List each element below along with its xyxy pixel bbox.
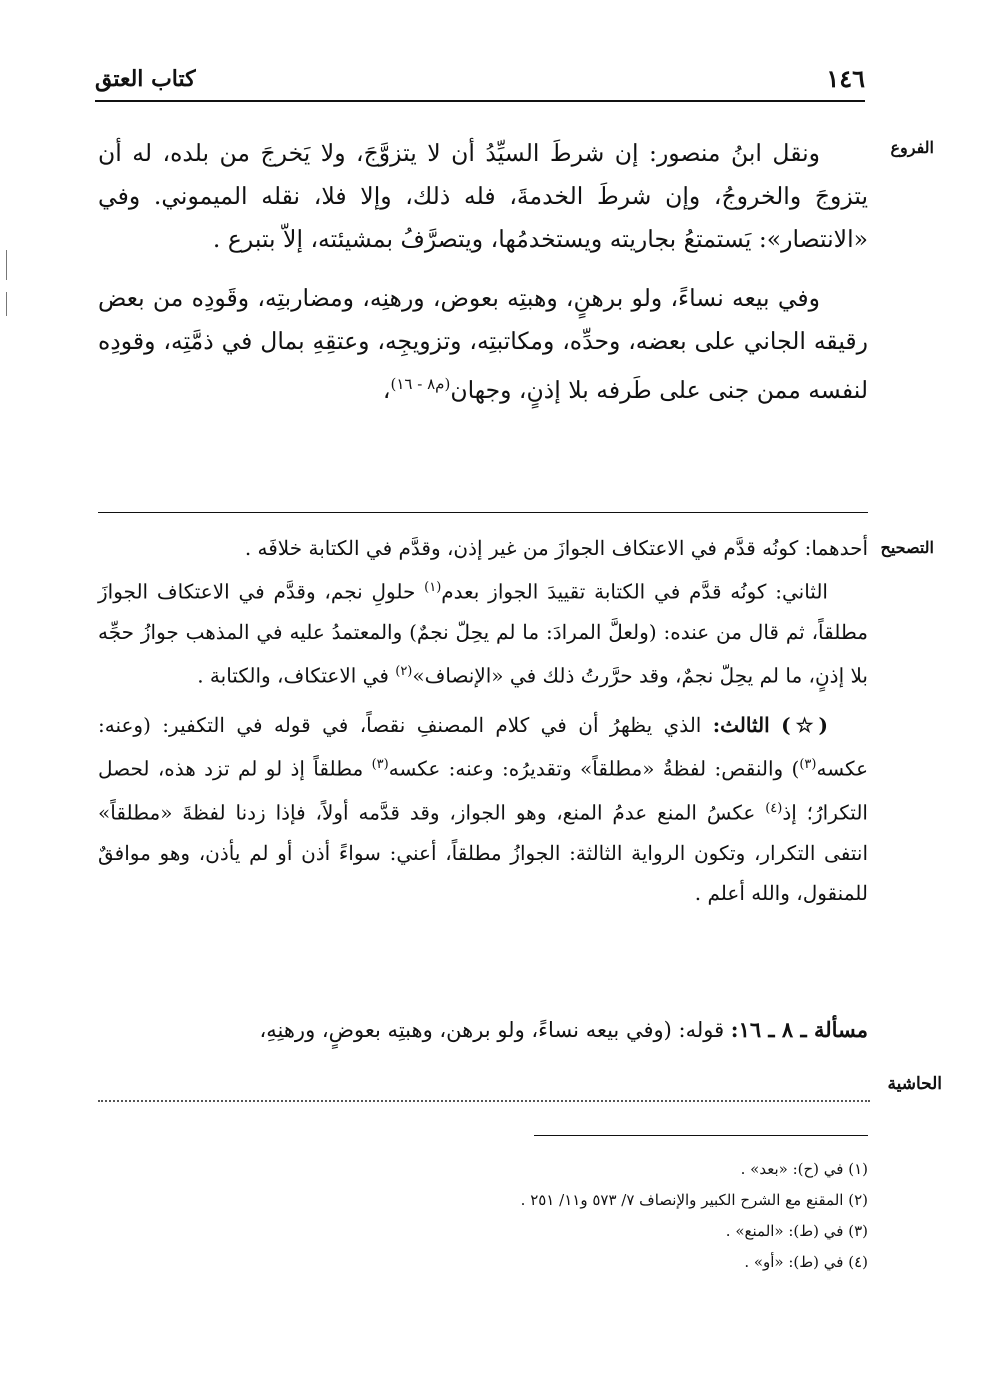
tashih-p3-text-c: مطلقاً إذ لو لم تزد هذه، لحصل التكرارُ؛ إذ — [98, 756, 868, 825]
masala-reference: (م٨ - ١٦) — [390, 375, 451, 393]
footnote-4: (٤) في (ط): «أو» . — [744, 1253, 868, 1271]
masala-text: قوله: (وفي بيعه نساءً، ولو برهن، وهبتِه بعوضٍ، ورهنِهِ، — [259, 1018, 731, 1042]
masala-label: مسألة ـ ٨ ـ ١٦: — [730, 1017, 868, 1042]
tashih-p3-text-d: عكسُ المنع عدمُ المنع، وهو الجواز، وقد قدَّمه أولاً، فإذا زدنا لفظةَ «مطلقاً» انتفى التكرار، وتكون الرواية الثالثة: الجوازُ مطلقاً، أعني: سواءً أذن أو لم يأذن، وهو موافقٌ للمنقول، والله أعلم . — [98, 800, 868, 905]
footnote-marker-3: (٣) — [371, 757, 389, 773]
footnote-marker-1: (١) — [424, 580, 442, 595]
hashiya-dotted-line — [98, 1100, 870, 1102]
footnote-3: (٣) في (ط): «المنع» . — [725, 1222, 868, 1240]
footnote-rule — [534, 1135, 868, 1136]
furu-paragraph-2-end: ، — [382, 375, 391, 404]
furu-section — [98, 132, 868, 412]
tashih-paragraph-3 — [98, 705, 868, 912]
furu-paragraph-2-text: وفي بيعه نساءً، ولو برهنٍ، وهبتِه بعوض، ورهنِه، ومضاربتِه، وقَودِه من بعض رقيقه الجاني على بعضه، وحدِّه، ومكاتبتِه، وتزويجِه، وعتقِهِ بمال في ذمَّتِه، وقودِه لنفسه ممن جنى على طَرفه بلا إذنٍ، وجهان — [98, 284, 868, 404]
tashih-p3-text-a: الذي يظهرُ أن في كلام المصنفِ نقصاً، في قوله في التكفير: (وعنه: عكسه — [98, 713, 869, 781]
third-heading: الثالث: — [712, 713, 770, 738]
side-label-hashiya: الحاشية — [887, 1074, 942, 1094]
scan-edge-mark — [6, 292, 7, 316]
footnotes — [108, 1154, 868, 1278]
masala-line — [98, 1010, 868, 1050]
header-rule — [95, 100, 865, 102]
side-label-furu: الفروع — [890, 138, 934, 157]
tashih-p3-text-b: ) والنقص: لفظةُ «مطلقاً» وتقديرُه: وعنه: عكسه — [388, 756, 800, 781]
furu-paragraph-1: ونقل ابنُ منصور: إن شرطَ السيِّدُ أن لا يتزوَّجَ، ولا يَخرجَ من بلده، له أن يتزوجَ والخروجُ، وإن شرطَ الخدمةَ، فله ذلك، وإلا فلا، نقله الميموني. وفي «الانتصار»: يَستمتعُ بجاريته ويستخدمُها، ويتصرَّفُ بمشيئته، إلاّ بتبرع . — [98, 139, 868, 253]
running-header — [95, 64, 865, 98]
tashih-p2-text-a: الثاني: كونُه قدَّم في الكتابة تقييدَ الجواز بعدم — [441, 579, 828, 604]
furu-paragraph-2 — [98, 277, 868, 412]
footnote-marker-3: (٣) — [799, 757, 817, 773]
footnote-2: (٢) المقنع مع الشرح الكبير والإنصاف ٧/ ٥٧٣ و١١/ ٢٥١ . — [520, 1191, 868, 1209]
footnote-1: (١) في (ح): «بعد» . — [740, 1160, 868, 1178]
side-label-tashih: التصحيح — [880, 538, 934, 557]
section-divider — [98, 512, 868, 513]
footnote-marker-4: (٤) — [765, 800, 783, 816]
footnote-marker-2: (٢) — [395, 663, 413, 679]
tashih-paragraph-2 — [98, 568, 868, 695]
scan-edge-mark — [6, 250, 7, 280]
tashih-section — [98, 528, 868, 913]
tashih-p2-text-b: حلولِ نجم، وقدَّم في الاعتكاف الجوازَ مطلقاً، ثم قال من عنده: (ولعلَّ المرادَ: ما لم يحِلّ نجمٌ) والمعتمدُ عليه في المذهب جوازُ حجِّه بلا إذنٍ، ما لم يحِلّ نجمٌ، وقد حرَّرتُ ذلك في «الإنصاف» — [98, 579, 868, 688]
star-mark: (☆) — [781, 713, 829, 738]
tashih-paragraph-1: أحدهما: كونُه قدَّم في الاعتكاف الجوازَ من غير إذن، وقدَّم في الكتابة خلافَه . — [244, 536, 868, 560]
page-number: ١٤٦ — [826, 64, 865, 93]
tashih-p2-text-c: في الاعتكاف، والكتابة . — [197, 663, 396, 688]
book-title: كتاب العتق — [95, 66, 196, 92]
